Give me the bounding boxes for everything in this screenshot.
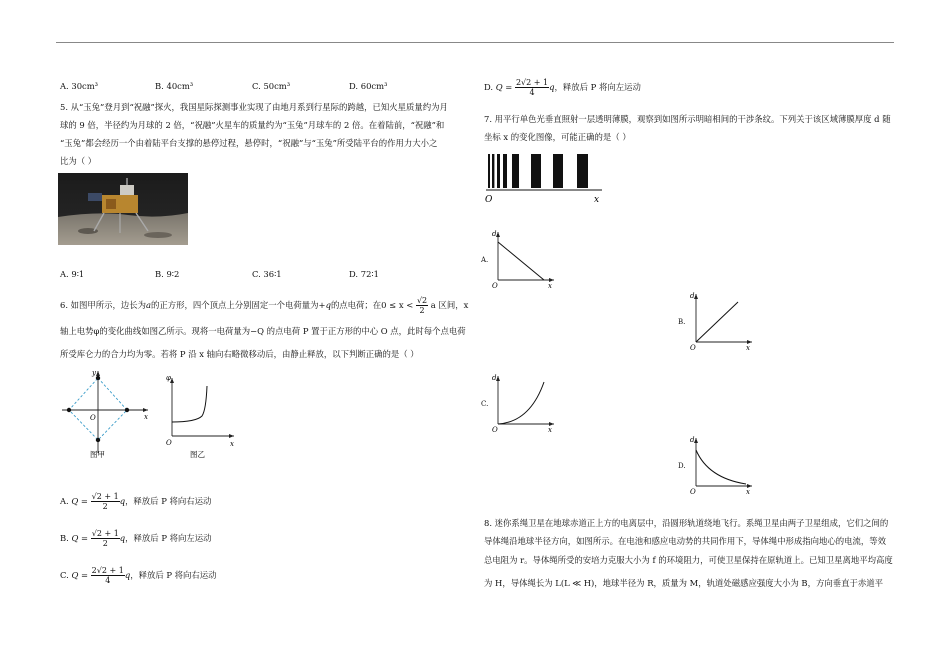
q6-option-a: A. Q = $\frac{√2 + 1}{2}$ q，释放后 P 将向右运动 (60, 492, 212, 511)
lander-photo (58, 173, 188, 245)
q7-line-1: 7. 用平行单色光垂直照射一层透明薄膜，观察到如图所示明暗相间的干涉条纹。下列关于该区域薄膜厚度 d 随 (484, 114, 891, 124)
svg-text:x: x (746, 488, 750, 496)
q7-option-c-label: C. (481, 400, 489, 408)
graph-d (688, 434, 758, 496)
fig-jia-caption: 图甲 (90, 450, 105, 459)
q6-line-1: 6. 如图甲所示，边长为a的正方形，四个顶点上分别固定一个电荷量为+q的点电荷；在0 ≤ x < $\frac{√2}{2}$ a 区间，x (60, 296, 469, 315)
q4-option-a: A. 30cm³ (60, 81, 99, 91)
graph-c (490, 372, 560, 434)
svg-text:O: O (690, 344, 696, 352)
q8-line-1: 8. 迷你系绳卫星在地球赤道正上方的电离层中，沿圆形轨道绕地飞行。系绳卫星由两子卫星组成，它们之间的 (484, 518, 889, 528)
q5-option-a: A. 9∶1 (60, 269, 85, 279)
svg-text:d: d (690, 436, 695, 444)
q5-option-d: D. 72∶1 (349, 269, 379, 279)
q6-option-c: C. Q = $\frac{2√2 + 1}{4}$ q，释放后 P 将向右运动 (60, 566, 217, 585)
figure-jia (56, 365, 154, 461)
fig-jia-y-label: y (92, 369, 96, 377)
fig-yi-caption: 图乙 (190, 450, 205, 459)
svg-text:O: O (492, 426, 498, 434)
q7-option-b-label: B. (678, 318, 686, 326)
svg-text:x: x (548, 282, 552, 290)
q7-option-d-label: D. (678, 462, 686, 470)
fig-yi-origin: O (166, 439, 172, 447)
q4-option-c: C. 50cm³ (252, 81, 291, 91)
svg-text:x: x (548, 426, 552, 434)
q6-line-3: 所受库仑力的合力均为零。若将 P 沿 x 轴向右略微移动后，由静止释放，以下判断正确的是（ ） (60, 349, 419, 359)
svg-text:O: O (690, 488, 696, 496)
q6-option-b: B. Q = $\frac{√2 + 1}{2}$ q，释放后 P 将向左运动 (60, 529, 212, 548)
q4-option-b: B. 40cm³ (155, 81, 194, 91)
header-rule (56, 42, 894, 43)
q8-line-4: 为 H，导体绳长为 L(L ≪ H)，地球半径为 R，质量为 M，轨道处磁感应强度大小为 B，方向垂直于赤道平 (484, 578, 883, 588)
q5-line-2: 球的 9 倍，半径约为月球的 2 倍，“祝融”火星车的质量约为“玉兔”月球车的 2 倍。在着陆前，“祝融”和 (60, 120, 445, 130)
q4-option-d: D. 60cm³ (349, 81, 388, 91)
q8-line-3: 总电阻为 r。导体绳所受的安培力克服大小为 f 的环境阻力，可使卫星保持在原轨道上。已知卫星离地平均高度 (484, 555, 893, 565)
fringe-origin: O (485, 195, 493, 205)
fringe-x-label: x (594, 195, 600, 205)
fig-yi-x-label: x (230, 440, 234, 448)
q5-line-4: 比为（ ） (60, 156, 97, 166)
svg-text:O: O (492, 282, 498, 290)
fringe-pattern (482, 150, 608, 206)
graph-b (688, 290, 758, 352)
q5-line-3: “玉兔”都会经历一个由着陆平台支撑的悬停过程，悬停时，“祝融”与“玉兔”所受陆平台的作用力大小之 (60, 138, 438, 148)
fig-jia-x-label: x (144, 413, 148, 421)
svg-text:d: d (492, 230, 497, 238)
q6-option-d: D. Q = $\frac{2√2 + 1}{4}$ q，释放后 P 将向左运动 (484, 78, 641, 97)
svg-text:x: x (746, 344, 750, 352)
q7-line-2: 坐标 x 的变化图像，可能正确的是（ ） (484, 132, 631, 142)
q5-option-b: B. 9∶2 (155, 269, 180, 279)
svg-text:d: d (690, 292, 695, 300)
svg-text:d: d (492, 374, 497, 382)
q7-option-a-label: A. (481, 256, 489, 264)
fig-yi-phi-label: φ (166, 374, 171, 382)
q6-line-2: 轴上电势φ的变化曲线如图乙所示。现将一电荷量为−Q 的点电荷 P 置于正方形的中心 O 点，此时每个点电荷 (60, 326, 466, 336)
q5-line-1: 5. 从“玉兔”登月到“祝融”探火，我国星际探测事业实现了由地月系到行星际的跨越，已知火星质量约为月 (60, 102, 448, 112)
fig-jia-origin: O (90, 414, 96, 422)
q5-option-c: C. 36∶1 (252, 269, 282, 279)
figure-yi (160, 372, 240, 462)
graph-a (490, 228, 560, 290)
q8-line-2: 导体绳沿地球半径方向，如图所示。在电池和感应电动势的共同作用下，导体绳中形成指向地心的电流，等效 (484, 536, 886, 546)
